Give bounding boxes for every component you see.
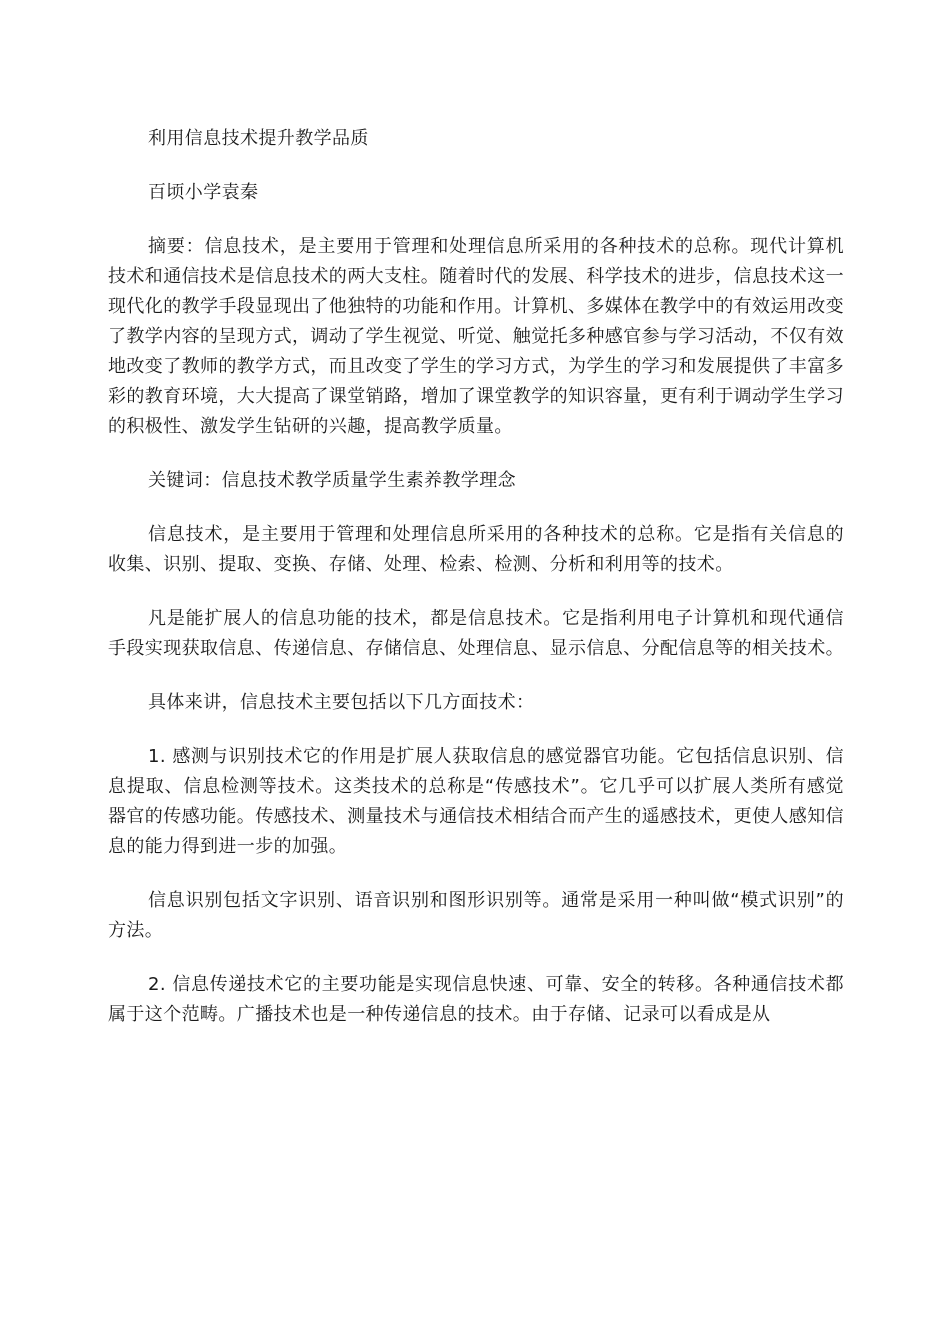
document-author: 百顷小学袁秦 xyxy=(148,182,259,203)
body-paragraph: 信息技术，是主要用于管理和处理信息所采用的各种技术的总称。它是指有关信息的收集、识别、提取、变换、存储、处理、检索、检测、分析和利用等的技术。 xyxy=(108,524,844,575)
document-title: 利用信息技术提升教学品质 xyxy=(148,128,369,149)
body-paragraph: 信息识别包括文字识别、语音识别和图形识别等。通常是采用一种叫做“模式识别”的方法。 xyxy=(108,890,844,941)
body-paragraph: 凡是能扩展人的信息功能的技术，都是信息技术。它是指利用电子计算机和现代通信手段实现获取信息、传递信息、存储信息、处理信息、显示信息、分配信息等的相关技术。 xyxy=(108,608,844,659)
body-paragraph: 具体来讲，信息技术主要包括以下几方面技术： xyxy=(148,692,535,713)
body-paragraph: 1. 感测与识别技术它的作用是扩展人获取信息的感觉器官功能。它包括信息识别、信息提取、信息检测等技术。这类技术的总称是“传感技术”。它几乎可以扩展人类所有感觉器官的传感功能。传感技术、测量技术与通信技术相结合而产生的遥感技术，更使人感知信息的能力得到进一步的加强。 xyxy=(108,746,844,857)
abstract-paragraph: 摘要：信息技术，是主要用于管理和处理信息所采用的各种技术的总称。现代计算机技术和通信技术是信息技术的两大支柱。随着时代的发展、科学技术的进步，信息技术这一现代化的教学手段显现出了他独特的功能和作用。计算机、多媒体在教学中的有效运用改变了教学内容的呈现方式，调动了学生视觉、听觉、触觉托多种感官参与学习活动，不仅有效地改变了教师的教学方式，而且改变了学生的学习方式，为学生的学习和发展提供了丰富多彩的教育环境，大大提高了课堂销路，增加了课堂教学的知识容量，更有利于调动学生学习的积极性、激发学生钻研的兴趣，提高教学质量。 xyxy=(108,236,844,437)
document-body xyxy=(108,124,844,1054)
keywords-paragraph: 关键词：信息技术教学质量学生素养教学理念 xyxy=(148,470,516,491)
body-paragraph: 2. 信息传递技术它的主要功能是实现信息快速、可靠、安全的转移。各种通信技术都属于这个范畴。广播技术也是一种传递信息的技术。由于存储、记录可以看成是从 xyxy=(108,974,844,1025)
